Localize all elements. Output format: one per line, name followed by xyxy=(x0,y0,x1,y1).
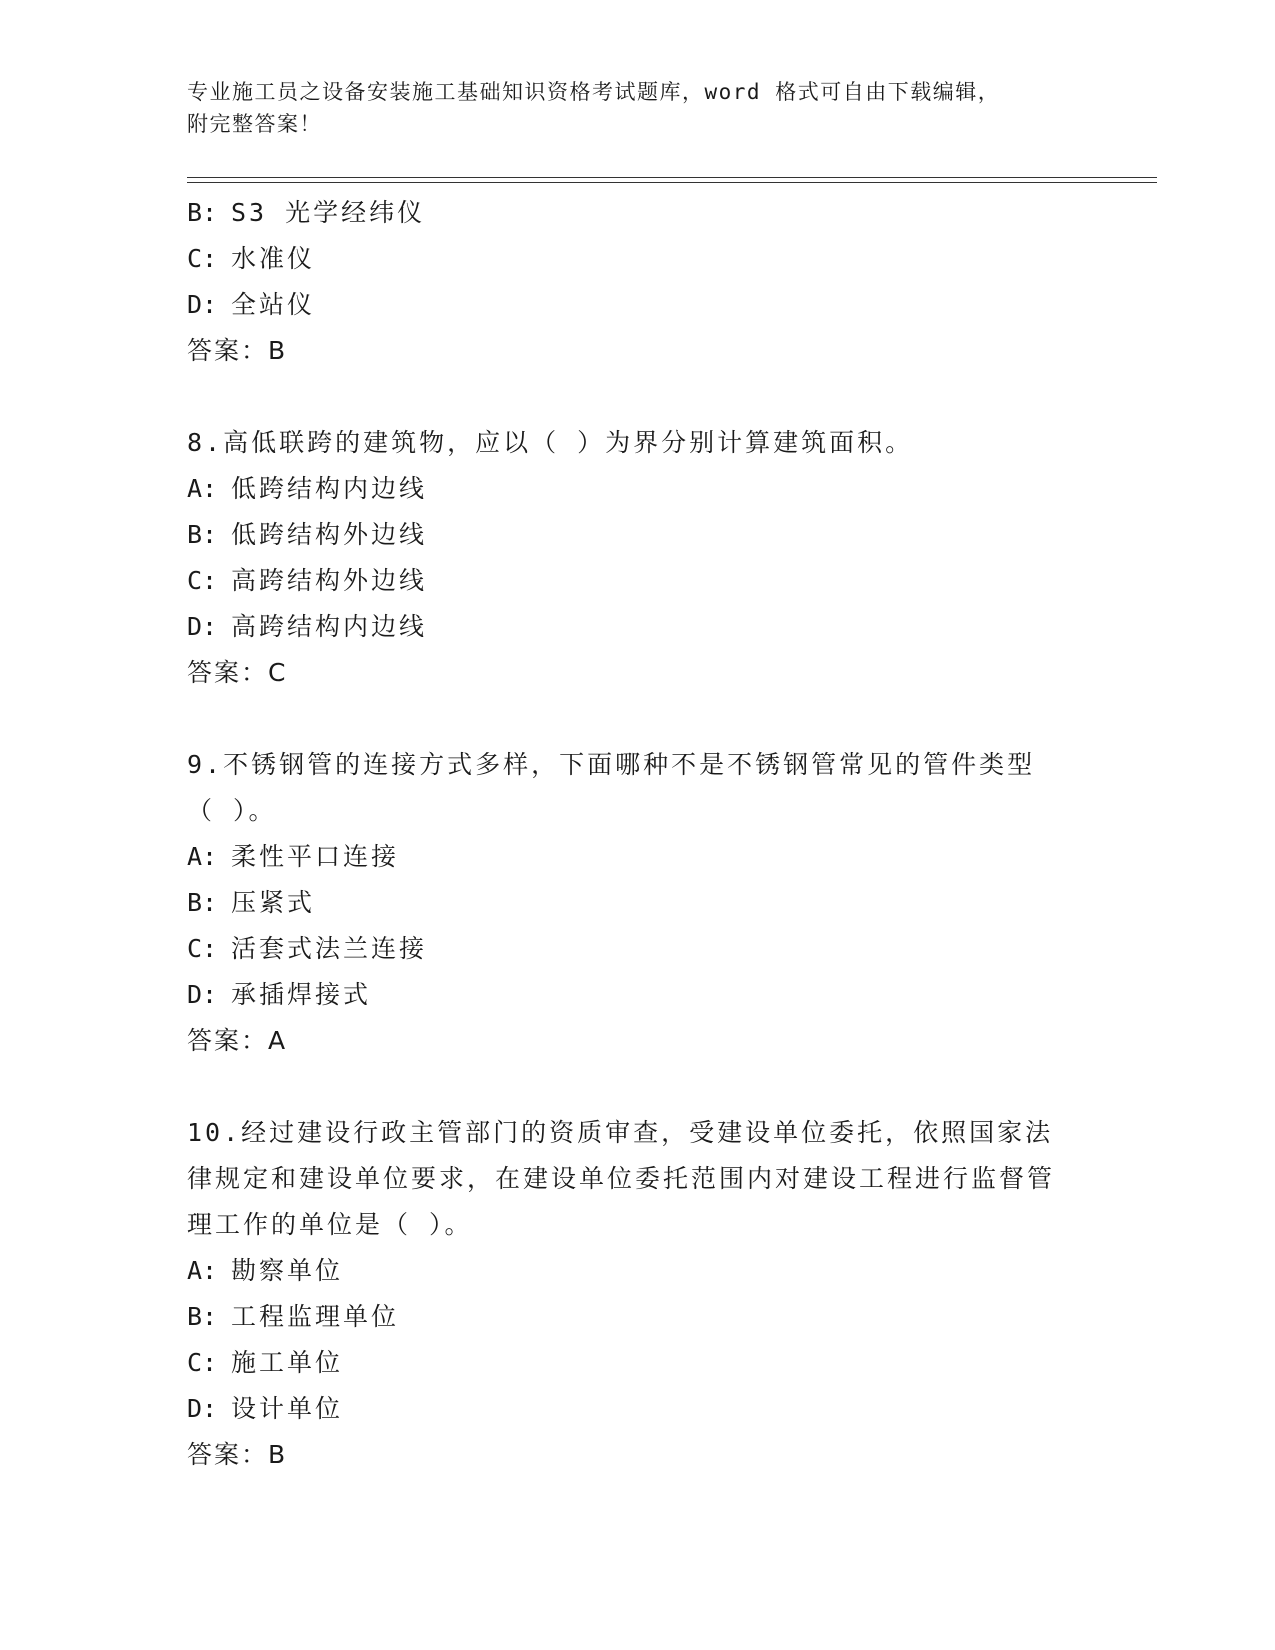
option-letter: D: xyxy=(187,290,218,319)
option-letter: C: xyxy=(187,1348,218,1377)
spacer xyxy=(187,696,1067,742)
option-letter: C: xyxy=(187,934,218,963)
option-text: 全站仪 xyxy=(231,290,316,319)
option-text: 高跨结构外边线 xyxy=(231,566,428,595)
question-stem: 10.经过建设行政主管部门的资质审查，受建设单位委托，依照国家法律规定和建设单位要求，在建设单位委托范围内对建设工程进行监督管理工作的单位是（ ）。 xyxy=(187,1118,1056,1239)
option-text: 承插焊接式 xyxy=(231,980,372,1009)
option-letter: B: xyxy=(187,520,218,549)
option-a xyxy=(187,834,1067,880)
document-page xyxy=(187,0,1157,1650)
option-text: 低跨结构外边线 xyxy=(231,520,428,549)
question-7 xyxy=(187,190,1067,374)
option-c xyxy=(187,1340,1067,1386)
option-c xyxy=(187,558,1067,604)
option-text: S3 光学经纬仪 xyxy=(231,198,426,227)
document-header xyxy=(187,76,1067,140)
spacer xyxy=(187,374,1067,420)
option-letter: C: xyxy=(187,566,218,595)
spacer xyxy=(187,1064,1067,1110)
question-stem: 8.高低联跨的建筑物，应以（ ）为界分别计算建筑面积。 xyxy=(187,428,914,457)
option-b xyxy=(187,880,1067,926)
option-text: 工程监理单位 xyxy=(231,1302,400,1331)
option-text: 水准仪 xyxy=(231,244,316,273)
question-content xyxy=(187,190,1067,1478)
option-b xyxy=(187,512,1067,558)
header-line-1: 专业施工员之设备安装施工基础知识资格考试题库，word 格式可自由下载编辑， xyxy=(187,80,1001,104)
option-letter: D: xyxy=(187,980,218,1009)
option-text: 低跨结构内边线 xyxy=(231,474,428,503)
option-letter: A: xyxy=(187,474,218,503)
option-letter: C: xyxy=(187,244,218,273)
option-d xyxy=(187,1386,1067,1432)
answer-line: 答案：A xyxy=(187,1026,288,1055)
option-text: 施工单位 xyxy=(231,1348,344,1377)
question-10 xyxy=(187,1110,1067,1478)
option-c xyxy=(187,926,1067,972)
option-a xyxy=(187,1248,1067,1294)
option-letter: A: xyxy=(187,842,218,871)
option-c xyxy=(187,236,1067,282)
option-text: 柔性平口连接 xyxy=(231,842,400,871)
option-text: 勘察单位 xyxy=(231,1256,344,1285)
answer-line: 答案：C xyxy=(187,658,288,687)
question-8 xyxy=(187,420,1067,696)
answer-line: 答案：B xyxy=(187,336,288,365)
option-d xyxy=(187,604,1067,650)
option-a xyxy=(187,466,1067,512)
option-d xyxy=(187,972,1067,1018)
answer-line: 答案：B xyxy=(187,1440,288,1469)
question-stem: 9.不锈钢管的连接方式多样，下面哪种不是不锈钢管常见的管件类型（ ）。 xyxy=(187,750,1036,825)
option-text: 活套式法兰连接 xyxy=(231,934,428,963)
option-text: 压紧式 xyxy=(231,888,316,917)
option-text: 设计单位 xyxy=(231,1394,344,1423)
option-b xyxy=(187,1294,1067,1340)
option-letter: D: xyxy=(187,612,218,641)
option-letter: A: xyxy=(187,1256,218,1285)
option-d xyxy=(187,282,1067,328)
option-b xyxy=(187,190,1067,236)
header-line-2: 附完整答案！ xyxy=(187,112,322,136)
option-text: 高跨结构内边线 xyxy=(231,612,428,641)
header-double-rule xyxy=(187,177,1157,183)
option-letter: D: xyxy=(187,1394,218,1423)
option-letter: B: xyxy=(187,888,218,917)
question-9 xyxy=(187,742,1067,1064)
option-letter: B: xyxy=(187,198,218,227)
option-letter: B: xyxy=(187,1302,218,1331)
